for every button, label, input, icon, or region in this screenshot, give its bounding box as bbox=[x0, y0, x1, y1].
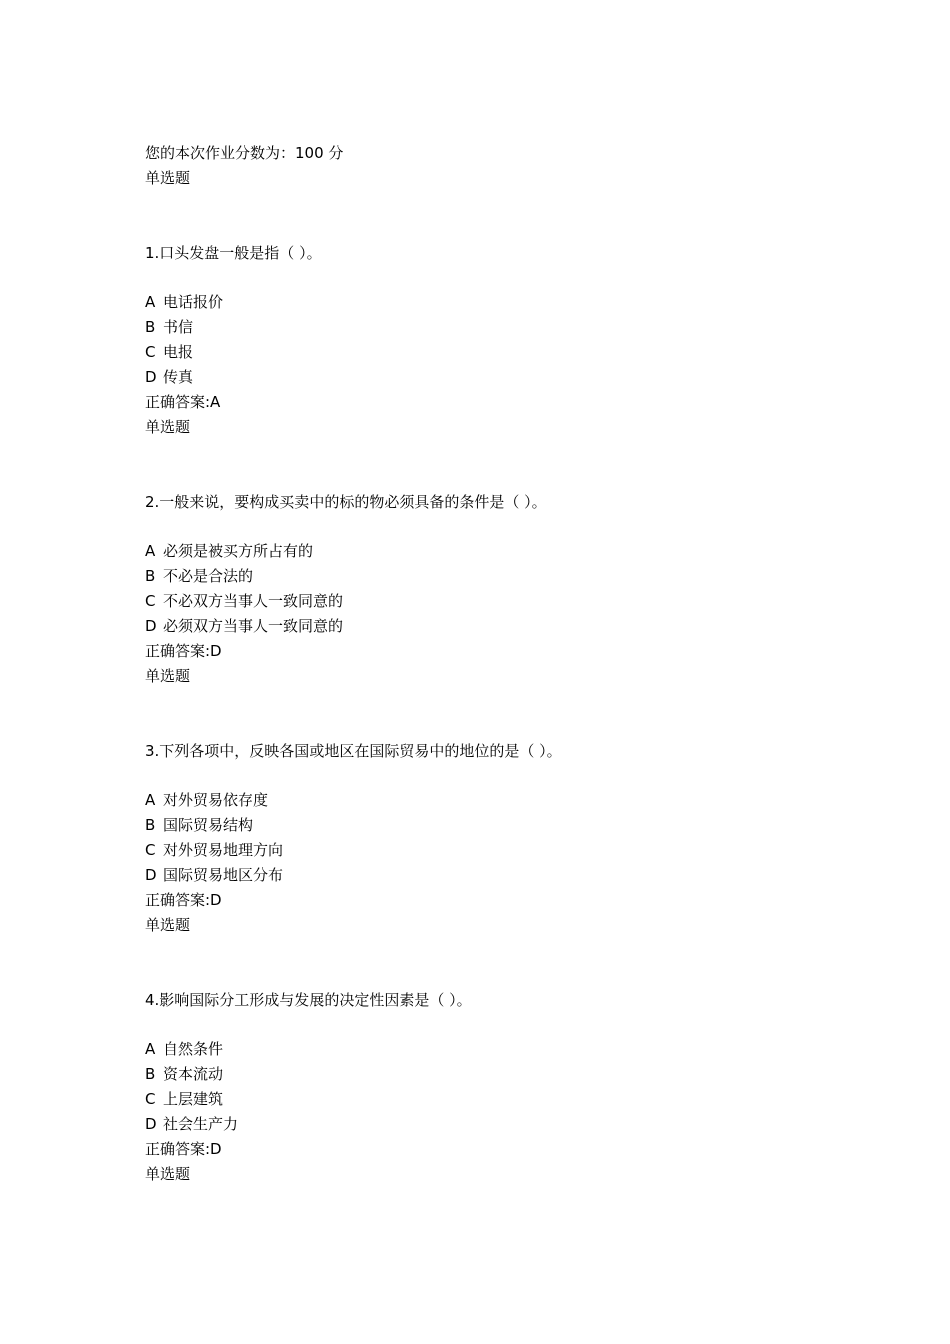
question-stem: 4.影响国际分工形成与发展的决定性因素是（ ）。 bbox=[145, 991, 472, 1009]
option-letter: C bbox=[145, 1090, 156, 1108]
option-letter: A bbox=[145, 293, 156, 311]
option-text: 书信 bbox=[163, 318, 194, 336]
option-text: 电报 bbox=[163, 343, 194, 361]
option-text: 电话报价 bbox=[163, 293, 224, 311]
option-text: 必须是被买方所占有的 bbox=[163, 542, 314, 560]
option-text: 传真 bbox=[163, 368, 194, 386]
question-stem: 1.口头发盘一般是指（ ）。 bbox=[145, 244, 322, 262]
option-d bbox=[145, 865, 283, 885]
option-a bbox=[145, 292, 223, 312]
option-a bbox=[145, 790, 268, 810]
option-letter: D bbox=[145, 1115, 157, 1133]
correct-answer: 正确答案:D bbox=[145, 1140, 222, 1158]
option-b bbox=[145, 317, 193, 337]
option-text: 对外贸易依存度 bbox=[163, 791, 269, 809]
option-letter: A bbox=[145, 1040, 156, 1058]
section-type-label: 单选题 bbox=[145, 1165, 191, 1183]
option-text: 对外贸易地理方向 bbox=[163, 841, 284, 859]
correct-answer: 正确答案:D bbox=[145, 642, 222, 660]
option-b bbox=[145, 1064, 223, 1084]
option-letter: D bbox=[145, 866, 157, 884]
option-b bbox=[145, 566, 253, 586]
section-type-label: 单选题 bbox=[145, 916, 191, 934]
option-letter: D bbox=[145, 368, 157, 386]
option-letter: A bbox=[145, 791, 156, 809]
option-a bbox=[145, 541, 313, 561]
question-stem: 3.下列各项中，反映各国或地区在国际贸易中的地位的是（ ）。 bbox=[145, 742, 562, 760]
option-text: 资本流动 bbox=[163, 1065, 224, 1083]
option-text: 自然条件 bbox=[163, 1040, 224, 1058]
option-d bbox=[145, 367, 193, 387]
correct-answer: 正确答案:D bbox=[145, 891, 222, 909]
option-text: 不必是合法的 bbox=[163, 567, 254, 585]
option-text: 国际贸易地区分布 bbox=[163, 866, 284, 884]
option-letter: D bbox=[145, 617, 157, 635]
option-c bbox=[145, 342, 193, 362]
option-b bbox=[145, 815, 253, 835]
option-letter: A bbox=[145, 542, 156, 560]
score-line: 您的本次作业分数为：100 分 bbox=[145, 144, 344, 162]
section-type-label: 单选题 bbox=[145, 667, 191, 685]
option-letter: B bbox=[145, 1065, 156, 1083]
option-c bbox=[145, 591, 343, 611]
option-letter: C bbox=[145, 343, 156, 361]
option-text: 不必双方当事人一致同意的 bbox=[163, 592, 344, 610]
option-c bbox=[145, 1089, 223, 1109]
option-text: 上层建筑 bbox=[163, 1090, 224, 1108]
correct-answer: 正确答案:A bbox=[145, 393, 221, 411]
option-text: 必须双方当事人一致同意的 bbox=[163, 617, 344, 635]
option-letter: C bbox=[145, 592, 156, 610]
section-type-label: 单选题 bbox=[145, 169, 191, 187]
option-c bbox=[145, 840, 283, 860]
section-type-label: 单选题 bbox=[145, 418, 191, 436]
option-d bbox=[145, 1114, 238, 1134]
option-text: 国际贸易结构 bbox=[163, 816, 254, 834]
question-stem: 2.一般来说，要构成买卖中的标的物必须具备的条件是（ ）。 bbox=[145, 493, 547, 511]
option-text: 社会生产力 bbox=[163, 1115, 239, 1133]
option-letter: B bbox=[145, 318, 156, 336]
option-a bbox=[145, 1039, 223, 1059]
option-letter: B bbox=[145, 567, 156, 585]
option-d bbox=[145, 616, 343, 636]
option-letter: C bbox=[145, 841, 156, 859]
option-letter: B bbox=[145, 816, 156, 834]
